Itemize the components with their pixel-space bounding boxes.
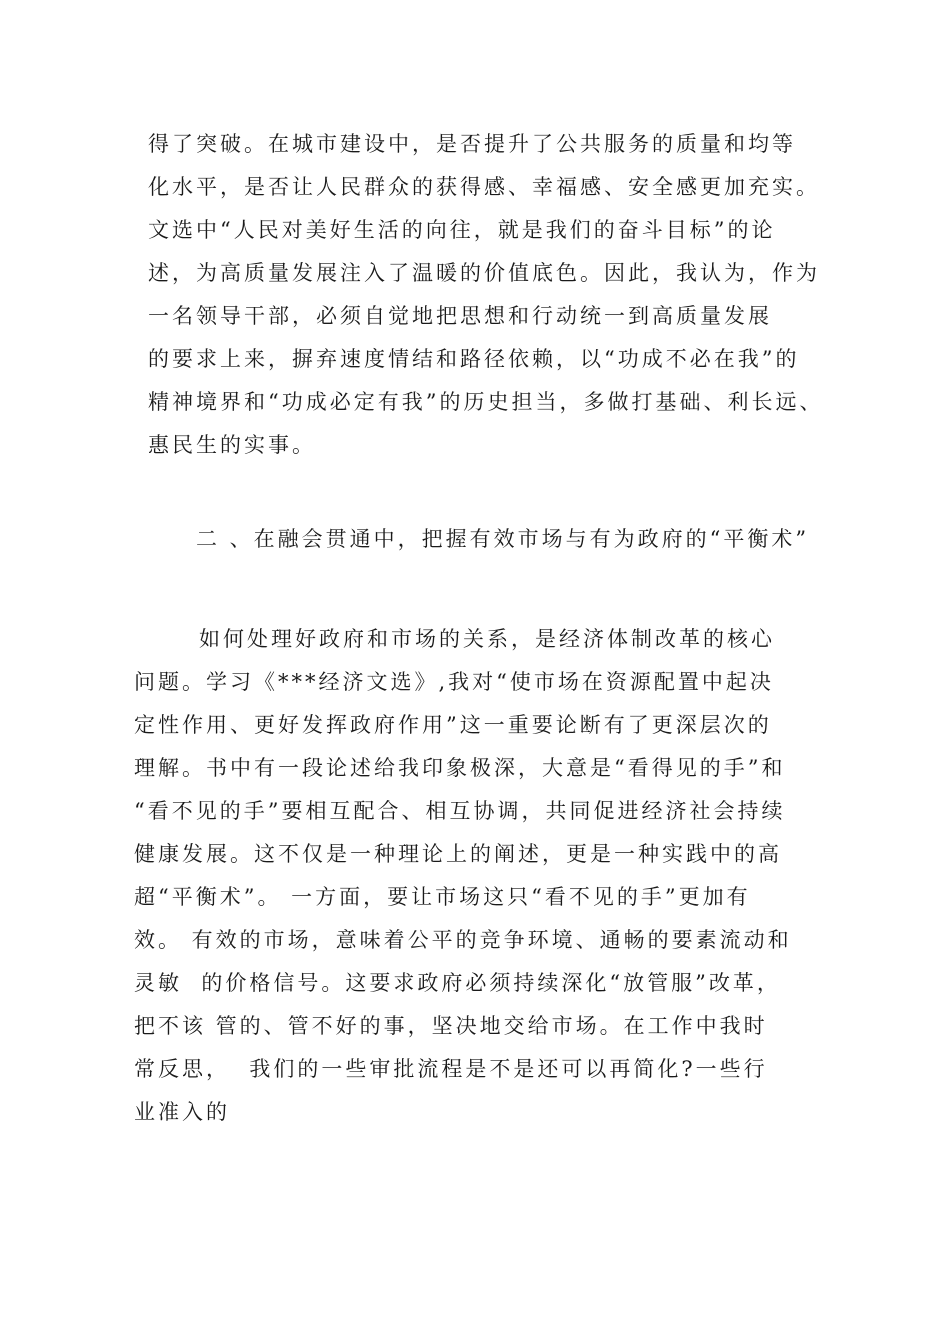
text-line: 惠民生的实事。 (148, 433, 316, 457)
text-line: 问题。学习《***经济文选》,我对“使市场在资源配置中起决 (134, 670, 774, 694)
section-heading: 二 、在融会贯通中，把握有效市场与有为政府的“平衡术” (196, 527, 810, 551)
text-line: 如何处理好政府和市场的关系，是经济体制改革的核心 (199, 627, 775, 651)
text-line: 效。 有效的市场，意味着公平的竞争环境、通畅的要素流动和 (134, 928, 792, 952)
text-line: 常反思， 我们的一些审批流程是不是还可以再简化?一些行 (134, 1057, 768, 1081)
text-line: 健康发展。这不仅是一种理论上的阐述，更是一种实践中的高 (134, 842, 782, 866)
text-line: 灵敏 的价格信号。这要求政府必须持续深化“放管服”改革， (134, 971, 781, 995)
text-line: 把不该 管的、管不好的事，坚决地交给市场。在工作中我时 (134, 1014, 768, 1038)
text-line: 定性作用、更好发挥政府作用”这一重要论断有了更深层次的 (134, 713, 772, 737)
text-line: 得了突破。在城市建设中，是否提升了公共服务的质量和均等 (148, 132, 796, 156)
text-line: “看不见的手”要相互配合、相互协调，共同促进经济社会持续 (134, 799, 786, 823)
text-line: 精神境界和“功成必定有我”的历史担当，多做打基础、利长远、 (148, 390, 824, 414)
text-line: 化水平，是否让人民群众的获得感、幸福感、安全感更加充实。 (148, 175, 820, 199)
text-line: 述，为高质量发展注入了温暖的价值底色。因此，我认为，作为 (148, 261, 820, 285)
text-line: 的要求上来，摒弃速度情结和路径依赖，以“功成不必在我”的 (148, 347, 800, 371)
text-line: 业准入的 (134, 1100, 230, 1124)
text-line: 一名领导干部，必须自觉地把思想和行动统一到高质量发展 (148, 304, 772, 328)
text-line: 理解。书中有一段论述给我印象极深，大意是“看得见的手”和 (134, 756, 786, 780)
text-line: 超“平衡术”。 一方面，要让市场这只“看不见的手”更加有 (134, 885, 751, 909)
text-line: 文选中“人民对美好生活的向往，就是我们的奋斗目标”的论 (148, 218, 776, 242)
